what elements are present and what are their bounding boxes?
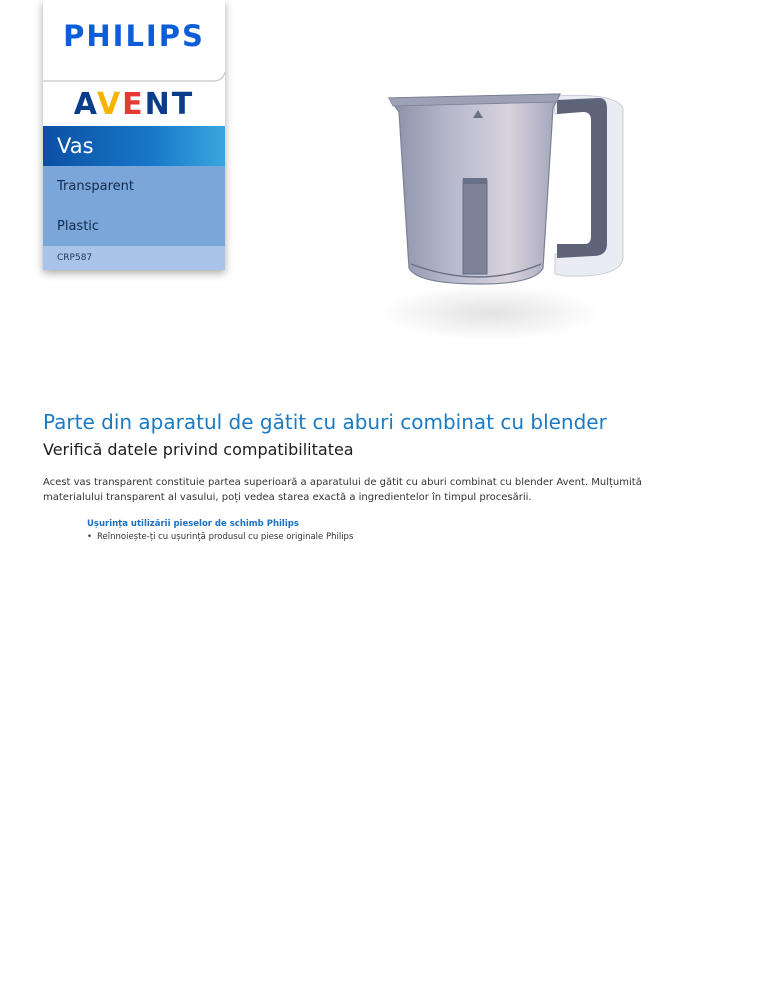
product-heading: Parte din aparatul de gătit cu aburi combinat cu blender: [43, 410, 607, 434]
product-sidebar: [43, 0, 225, 270]
avent-wordmark: AVENT: [73, 86, 195, 122]
property-label: Transparent: [57, 178, 134, 194]
feature-list: [87, 532, 353, 542]
product-subheading: Verifică datele privind compatibilitatea: [43, 440, 354, 459]
feature-title: Ușurința utilizării pieselor de schimb Philips: [87, 519, 299, 529]
list-item: • Reînnoiește-ți cu ușurință produsul cu piese originale Philips: [87, 532, 353, 542]
property-label: Plastic: [57, 218, 100, 234]
property-row: [43, 166, 225, 206]
property-row: [43, 206, 225, 246]
blender-jar-image: [385, 78, 630, 343]
product-code-band: [43, 246, 225, 270]
philips-wordmark: PHILIPS: [63, 19, 205, 53]
product-title-band: [43, 126, 225, 166]
product-description: Acest vas transparent constituie partea superioară a aparatului de gătit cu aburi combinat cu blender Avent. Mulțumită materialului transparent al vasului, poți vedea starea exactă a ingredientelor în timpul procesării.: [43, 477, 642, 503]
philips-logo: [43, 0, 225, 72]
logo-divider: [43, 72, 225, 82]
product-code: CRP587: [57, 253, 93, 263]
product-title: Vas: [57, 134, 94, 158]
avent-logo: [43, 82, 225, 126]
